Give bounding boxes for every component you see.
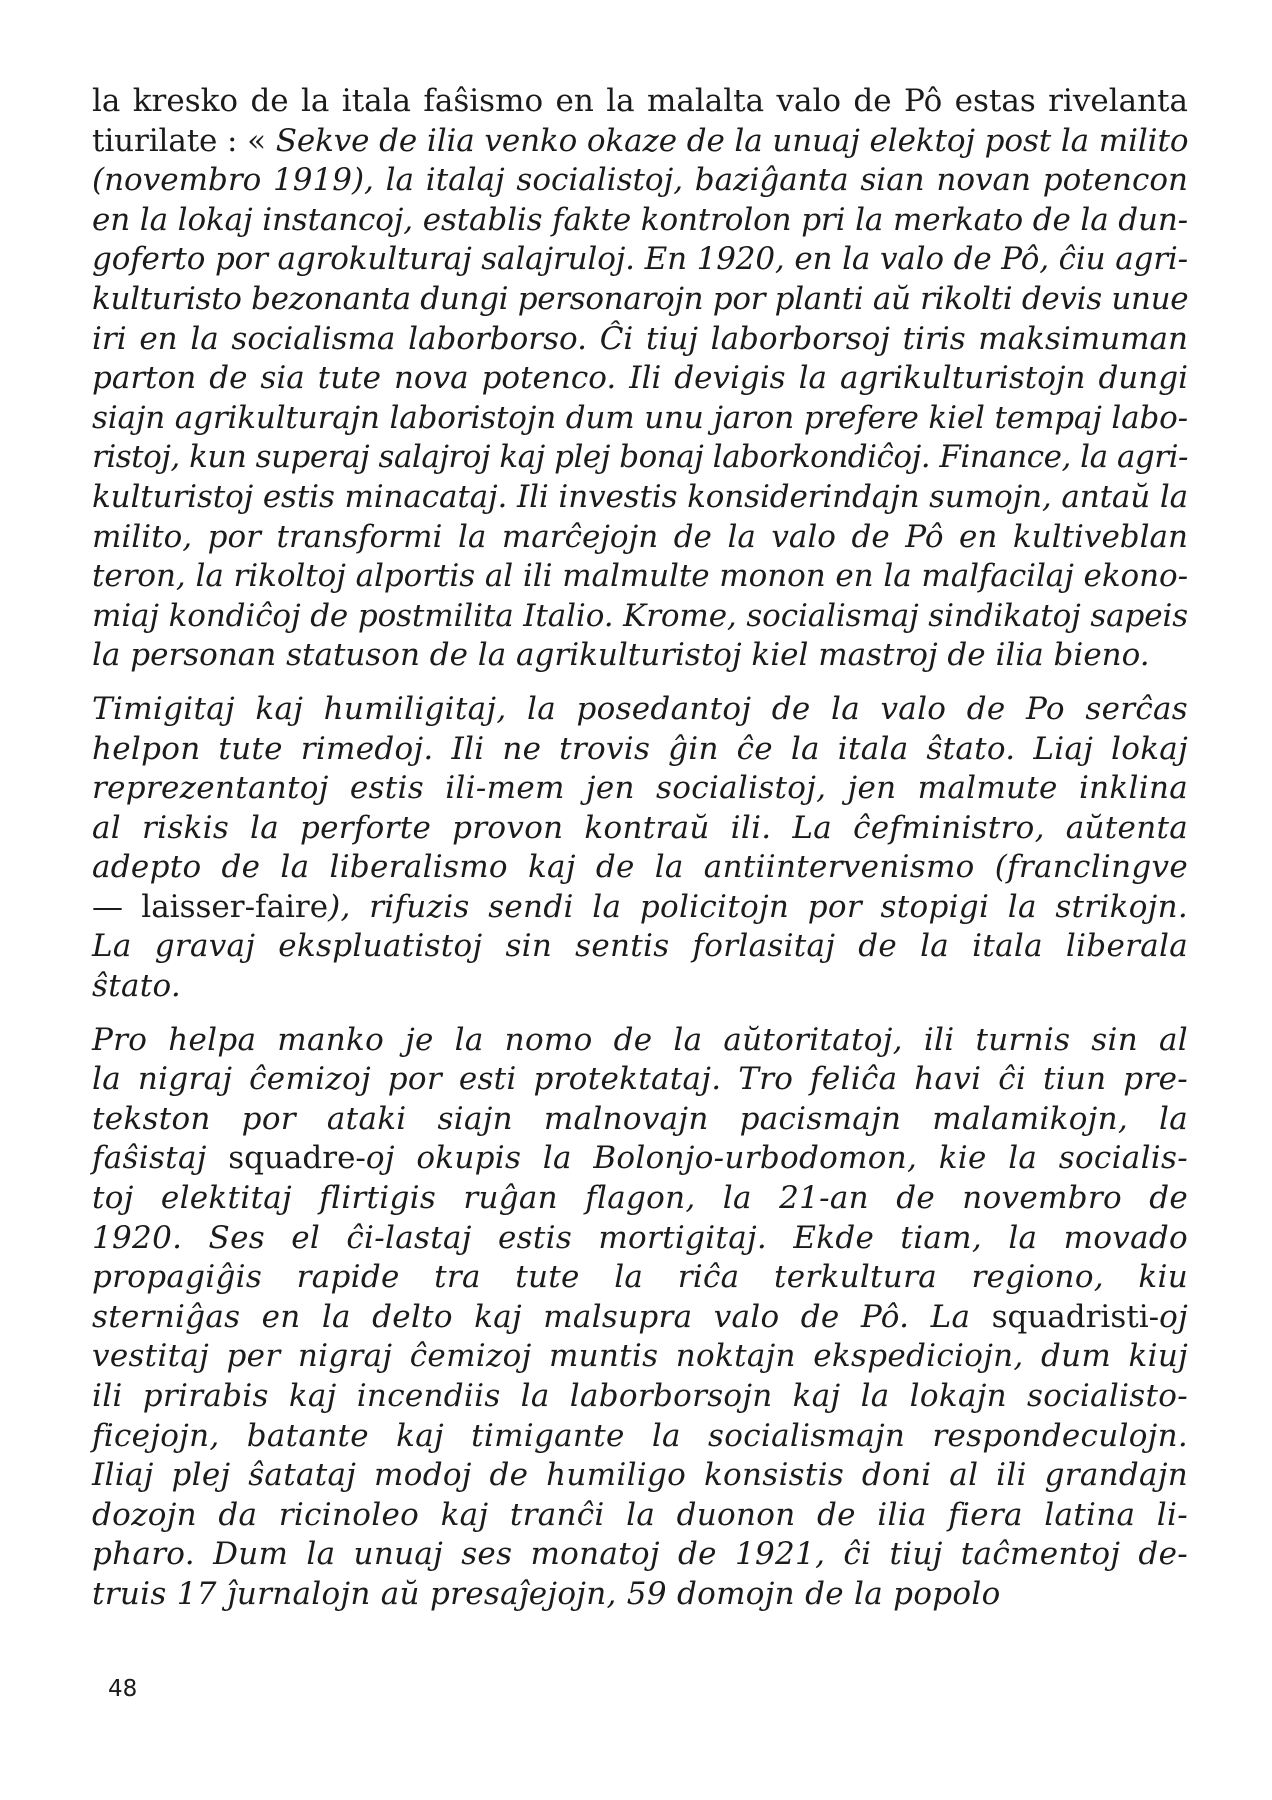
paragraph — [92, 1021, 1188, 1615]
text-segment: siajn agrikulturajn laboristojn dum unu jaron prefere kiel tempaj labo- — [92, 399, 1188, 436]
text-line — [92, 1575, 1188, 1615]
text-line — [92, 1417, 1188, 1457]
text-line — [92, 280, 1188, 320]
text-line — [92, 478, 1188, 518]
text-segment: la nigraj ĉemizoj por esti protektataj. Tro feliĉa havi ĉi tiun pre- — [92, 1061, 1188, 1098]
text-segment: la personan statuson de la agrikulturistoj kiel mastroj de ilia bieno. — [92, 637, 1150, 674]
text-segment: al riskis la perforte provon kontraŭ ili. La ĉefministro, aŭtenta — [92, 809, 1188, 846]
text-line — [92, 201, 1188, 241]
text-line — [92, 122, 1188, 162]
text-segment: toj elektitaj flirtigis ruĝan flagon, la 21-an de novembro de — [92, 1180, 1188, 1217]
text-segment: teron, la rikoltoj alportis al ili malmulte monon en la malfacilaj ekono- — [92, 558, 1189, 595]
text-segment: propagiĝis rapide tra tute la riĉa terkultura regiono, kiu — [92, 1259, 1188, 1296]
text-segment: oj okupis la Bolonjo-urbodomon, kie la socialis- — [365, 1140, 1188, 1177]
text-segment: Sekve de ilia venko okaze de la unuaj elektoj post la milito — [275, 122, 1189, 159]
text-segment: parton de sia tute nova potenco. Ili devigis la agrikulturistojn dungi — [92, 360, 1188, 397]
text-segment: pharo. Dum la unuaj ses monatoj de 1921, ĉi tiuj taĉmentoj de- — [92, 1536, 1188, 1573]
text-segment: 1920. Ses el ĉi-lastaj estis mortigitaj. Ekde tiam, la movado — [92, 1219, 1188, 1256]
text-segment: faŝistaj — [92, 1140, 229, 1177]
text-segment: dozojn da ricinoleo kaj tranĉi la duonon de ilia fiera latina li- — [92, 1496, 1188, 1533]
text-line — [92, 1219, 1188, 1259]
text-segment: miaj kondiĉoj de postmilita Italio. Krome, socialismaj sindikatoj sapeis — [92, 597, 1188, 634]
text-line — [92, 1060, 1188, 1100]
text-segment: sterniĝas en la delto kaj malsupra valo de Pô. La — [92, 1298, 992, 1335]
text-segment: squadre- — [228, 1140, 366, 1177]
text-segment: — laisser-faire — [92, 888, 329, 925]
text-line — [92, 636, 1188, 676]
text-segment: La gravaj ekspluatistoj sin sentis forlasitaj de la itala liberala — [92, 928, 1188, 965]
text-segment: ), rifuzis sendi la policitojn por stopigi la strikojn. — [328, 888, 1188, 925]
text-segment: iri en la socialisma laborborso. Ĉi tiuj laborborsoj tiris maksimuman — [92, 320, 1188, 357]
text-line — [92, 240, 1188, 280]
text-line — [92, 809, 1188, 849]
text-line — [92, 557, 1188, 597]
text-line — [92, 690, 1188, 730]
text-segment: Timigitaj kaj humiligitaj, la posedantoj de la valo de Po serĉas — [92, 690, 1188, 727]
text-segment: ficejojn, batante kaj timigante la socialismajn respondeculojn. — [92, 1417, 1188, 1454]
text-line — [92, 1456, 1188, 1496]
text-segment: helpon tute rimedoj. Ili ne trovis ĝin ĉe la itala ŝtato. Liaj lokaj — [92, 730, 1188, 767]
text-line — [92, 359, 1188, 399]
text-segment: goferto por agrokulturaj salajruloj. En 1920, en la valo de Pô, ĉiu agri- — [92, 241, 1188, 278]
text-segment: tekston por ataki siajn malnovajn pacismajn malamikojn, la — [92, 1100, 1188, 1137]
text-line — [92, 1100, 1188, 1140]
text-segment: reprezentantoj estis ili-mem jen socialistoj, jen malmute inklina — [92, 770, 1188, 807]
text-segment: ili prirabis kaj incendiis la laborborsojn kaj la lokajn socialisto- — [92, 1378, 1188, 1414]
text-segment: ristoj, kun superaj salajroj kaj plej bonaj laborkondiĉoj. Finance, la agri- — [92, 439, 1188, 476]
text-segment: la kresko de la itala faŝismo en la malalta valo de Pô estas rivelanta — [92, 83, 1188, 119]
text-segment: Iliaj plej ŝatataj modoj de humiligo konsistis doni al ili grandajn — [92, 1457, 1188, 1494]
text-line — [92, 1337, 1188, 1377]
text-line — [92, 518, 1188, 558]
text-segment: milito, por transformi la marĉejojn de la valo de Pô en kultiveblan — [92, 518, 1188, 555]
text-line — [92, 438, 1188, 478]
text-line — [92, 597, 1188, 637]
text-line — [92, 1139, 1188, 1179]
text-line — [92, 1179, 1188, 1219]
paragraph — [92, 690, 1188, 1007]
text-segment: kulturisto bezonanta dungi personarojn por planti aŭ rikolti devis unue — [92, 280, 1189, 317]
text-line — [92, 1258, 1188, 1298]
paragraph — [92, 82, 1188, 676]
text-segment: adepto de la liberalismo kaj de la antiintervenismo (franclingve — [92, 849, 1188, 886]
text-segment: truis 17 ĵurnalojn aŭ presaĵejojn, 59 domojn de la popolo — [92, 1575, 1001, 1612]
text-line — [92, 1021, 1188, 1061]
text-segment: (novembro 1919), la italaj socialistoj, baziĝanta sian novan potencon — [92, 162, 1188, 199]
text-line — [92, 161, 1188, 201]
text-line — [92, 848, 1188, 888]
text-line — [92, 888, 1188, 928]
text-line — [92, 1377, 1188, 1417]
text-segment: en la lokaj instancoj, establis fakte kontrolon pri la merkato de la dun- — [92, 201, 1188, 238]
text-line — [92, 769, 1188, 809]
text-segment: ŝtato. — [92, 968, 182, 1005]
text-line — [92, 1496, 1188, 1536]
text-line — [92, 1298, 1188, 1338]
body-text — [92, 82, 1188, 1629]
text-line — [92, 1535, 1188, 1575]
text-segment: Pro helpa manko je la nomo de la aŭtoritatoj, ili turnis sin al — [92, 1021, 1188, 1058]
text-line — [92, 967, 1188, 1007]
text-line — [92, 730, 1188, 770]
text-segment: squadristi- — [991, 1298, 1160, 1335]
text-segment: oj — [1159, 1298, 1188, 1335]
text-line — [92, 399, 1188, 439]
text-line — [92, 927, 1188, 967]
text-line — [92, 82, 1188, 122]
text-segment: vestitaj per nigraj ĉemizoj muntis noktajn ekspediciojn, dum kiuj — [92, 1338, 1188, 1375]
text-line — [92, 320, 1188, 360]
page-number: 48 — [108, 1676, 138, 1702]
text-segment: kulturistoj estis minacataj. Ili investis konsiderindajn sumojn, antaŭ la — [92, 478, 1188, 515]
text-segment: tiurilate : « — [92, 122, 276, 159]
